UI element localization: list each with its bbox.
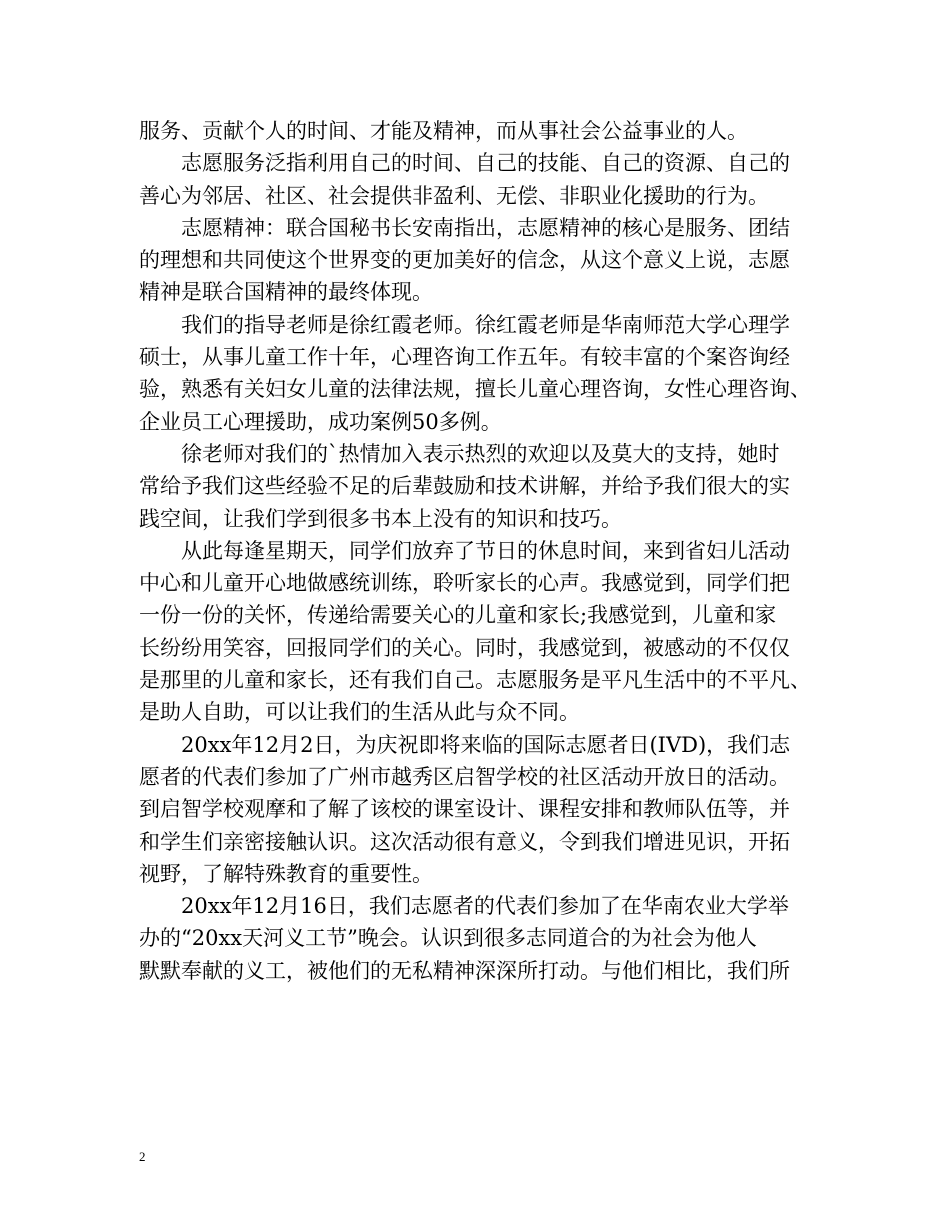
text-line: 长纷纷用笑容，回报同学们的关心。同时，我感觉到，被感动的不仅仅 (139, 635, 790, 660)
text-line: 徐老师对我们的`热情加入表示热烈的欢迎以及莫大的支持，她时 (181, 441, 780, 466)
text-line: 愿者的代表们参加了广州市越秀区启智学校的社区活动开放日的活动。 (139, 764, 790, 789)
text-line: 精神是联合国精神的最终体现。 (139, 280, 433, 305)
text-line: 志愿精神：联合国秘书长安南指出，志愿精神的核心是服务、团结 (181, 215, 790, 240)
text-line: 志愿服务泛指利用自己的时间、自己的技能、自己的资源、自己的 (181, 151, 790, 176)
text-line: 默默奉献的义工，被他们的无私精神深深所打动。与他们相比，我们所 (139, 958, 790, 983)
text-line: 的理想和共同使这个世界变的更加美好的信念，从这个意义上说，志愿 (139, 248, 790, 273)
body-text (139, 115, 829, 987)
text-line: 到启智学校观摩和了解了该校的课室设计、课程安排和教师队伍等，并 (139, 797, 790, 822)
text-line: 是助人自助，可以让我们的生活从此与众不同。 (139, 700, 580, 725)
text-line: 善心为邻居、社区、社会提供非盈利、无偿、非职业化援助的行为。 (139, 183, 769, 208)
text-line: 践空间，让我们学到很多书本上没有的知识和技巧。 (139, 506, 622, 531)
text-line: 是那里的儿童和家长，还有我们自己。志愿服务是平凡生活中的不平凡、 (139, 668, 811, 693)
text-line: 一份一份的关怀，传递给需要关心的儿童和家长;我感觉到，儿童和家 (139, 603, 777, 628)
text-line: 中心和儿童开心地做感统训练，聆听家长的心声。我感觉到，同学们把 (139, 571, 790, 596)
page-number: 2 (139, 1149, 146, 1164)
text-line: 我们的指导老师是徐红霞老师。徐红霞老师是华南师范大学心理学 (181, 312, 790, 337)
text-line: 和学生们亲密接触认识。这次活动很有意义，令到我们增进见识，开拓 (139, 829, 790, 854)
text-line: 验，熟悉有关妇女儿童的法律法规，擅长儿童心理咨询，女性心理咨询、 (139, 377, 811, 402)
text-line: 视野，了解特殊教育的重要性。 (139, 861, 433, 886)
text-line: 从此每逢星期天，同学们放弃了节日的休息时间，来到省妇儿活动 (181, 538, 790, 563)
text-line: 20xx年12月16日，我们志愿者的代表们参加了在华南农业大学举 (181, 894, 789, 919)
text-line: 办的“20xx天河义工节”晚会。认识到很多志同道合的为社会为他人 (139, 926, 757, 951)
text-line: 服务、贡献个人的时间、才能及精神，而从事社会公益事业的人。 (139, 119, 748, 143)
text-line: 20xx年12月2日，为庆祝即将来临的国际志愿者日(IVD)，我们志 (181, 732, 791, 757)
text-line: 硕士，从事儿童工作十年，心理咨询工作五年。有较丰富的个案咨询经 (139, 345, 790, 370)
text-line: 常给予我们这些经验不足的后辈鼓励和技术讲解，并给予我们很大的实 (139, 474, 790, 499)
text-line: 企业员工心理援助，成功案例50多例。 (139, 409, 502, 434)
